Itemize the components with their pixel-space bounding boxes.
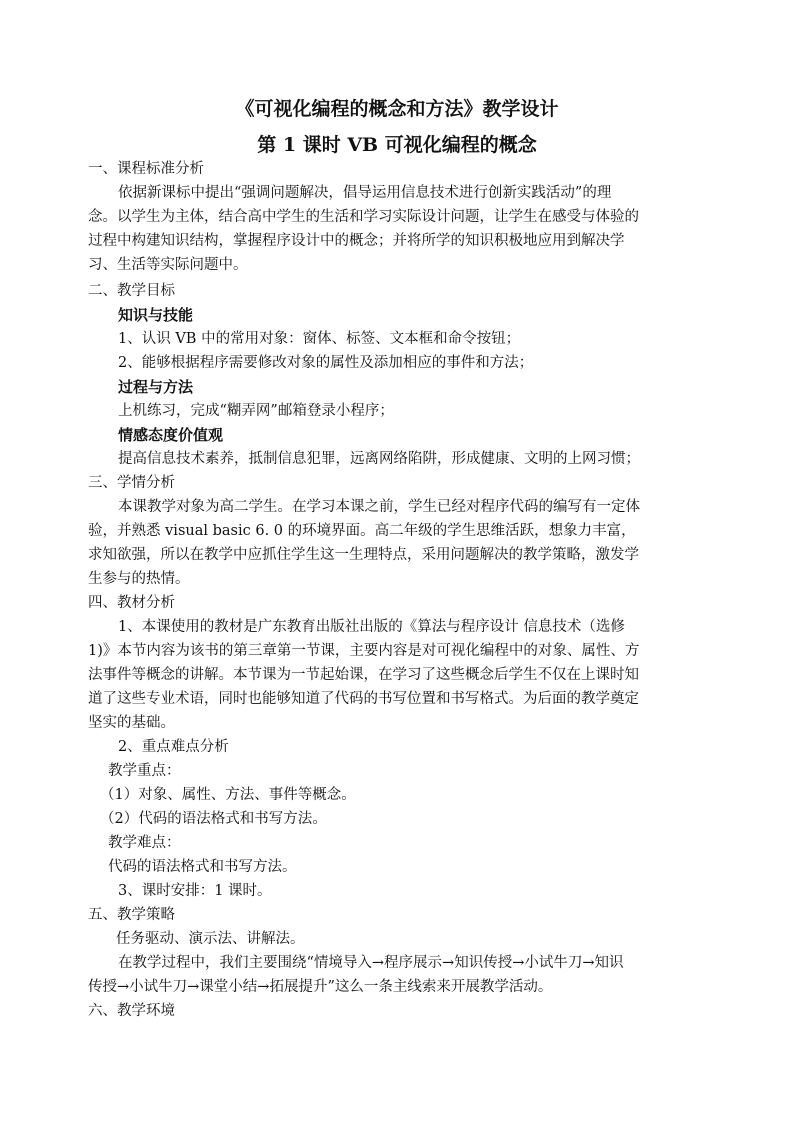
paragraph-line: 1)》本节内容为该书的第三章第一节课，主要内容是对可视化编程中的对象、属性、方 (88, 643, 640, 659)
subheading-process: 过程与方法 (118, 378, 194, 396)
section-heading-objectives: 二、教学目标 (88, 283, 175, 299)
paragraph-line: 传授→小试牛刀→课堂小结→拓展提升”这么一条主线索来开展教学活动。 (88, 979, 553, 995)
list-item: 2、能够根据程序需要修改对象的属性及添加相应的事件和方法； (118, 355, 534, 371)
section-heading-textbook: 四、教材分析 (88, 595, 175, 611)
list-item: 代码的语法格式和书写方法。 (108, 859, 297, 875)
paragraph-line: 过程中构建知识结构，掌握程序设计中的概念；并将所学的知识积极地应用到解决学 (88, 233, 625, 249)
list-item: 提高信息技术素养，抵制信息犯罪，远离网络陷阱，形成健康、文明的上网习惯； (118, 451, 640, 467)
key-points-label: 教学重点： (108, 763, 181, 779)
section-heading-standards: 一、课程标准分析 (88, 161, 204, 177)
paragraph-line: 生参与的热情。 (88, 571, 190, 587)
paragraph-line: 在教学过程中，我们主要围绕“情境导入→程序展示→知识传授→小试牛刀→知识 (118, 955, 624, 971)
paragraph-line: 验，并熟悉 visual basic 6. 0 的环境界面。高二年级的学生思维活跃，想象力丰富， (88, 523, 636, 539)
section-heading-strategy: 五、教学策略 (88, 907, 175, 923)
subheading-attitude: 情感态度价值观 (118, 426, 224, 444)
list-item: 3、课时安排：1 课时。 (118, 883, 272, 899)
document-title: 《可视化编程的概念和方法》教学设计 (235, 98, 559, 120)
paragraph-line: 本课教学对象为高二学生。在学习本课之前，学生已经对程序代码的编写有一定体 (118, 499, 640, 515)
list-item: 1、认识 VB 中的常用对象：窗体、标签、文本框和命令按钮； (118, 331, 521, 347)
paragraph-line: 求知欲强，所以在教学中应抓住学生这一生理特点，采用问题解决的教学策略，激发学 (88, 547, 639, 563)
list-item: （2）代码的语法格式和书写方法。 (100, 811, 327, 827)
list-item: 2、重点难点分析 (118, 739, 229, 755)
section-heading-learners: 三、学情分析 (88, 475, 175, 491)
paragraph-line: 习、生活等实际问题中。 (88, 257, 248, 273)
paragraph-line: 任务驱动、演示法、讲解法。 (116, 931, 305, 947)
paragraph-line: 念。以学生为主体，结合高中学生的生活和学习实际设计问题，让学生在感受与体验的 (88, 209, 639, 225)
document-subtitle: 第 1 课时 VB 可视化编程的概念 (257, 134, 537, 156)
list-item: 上机练习，完成“糊弄网”邮箱登录小程序； (118, 403, 394, 419)
subheading-knowledge: 知识与技能 (118, 306, 194, 324)
difficulty-label: 教学难点： (108, 835, 181, 851)
section-heading-environment: 六、教学环境 (88, 1003, 175, 1019)
paragraph-line: 坚实的基础。 (88, 715, 175, 731)
paragraph-line: 道了这些专业术语，同时也能够知道了代码的书写位置和书写格式。为后面的教学奠定 (88, 691, 639, 707)
paragraph-line: 1、本课使用的教材是广东教育出版社出版的《算法与程序设计 信息技术（选修 (118, 619, 625, 635)
paragraph-line: 依据新课标中提出“强调问题解决，倡导运用信息技术进行创新实践活动”的理 (118, 185, 612, 201)
list-item: （1）对象、属性、方法、事件等概念。 (100, 787, 356, 803)
paragraph-line: 法事件等概念的讲解。本节课为一节起始课，在学习了这些概念后学生不仅在上课时知 (88, 667, 639, 683)
